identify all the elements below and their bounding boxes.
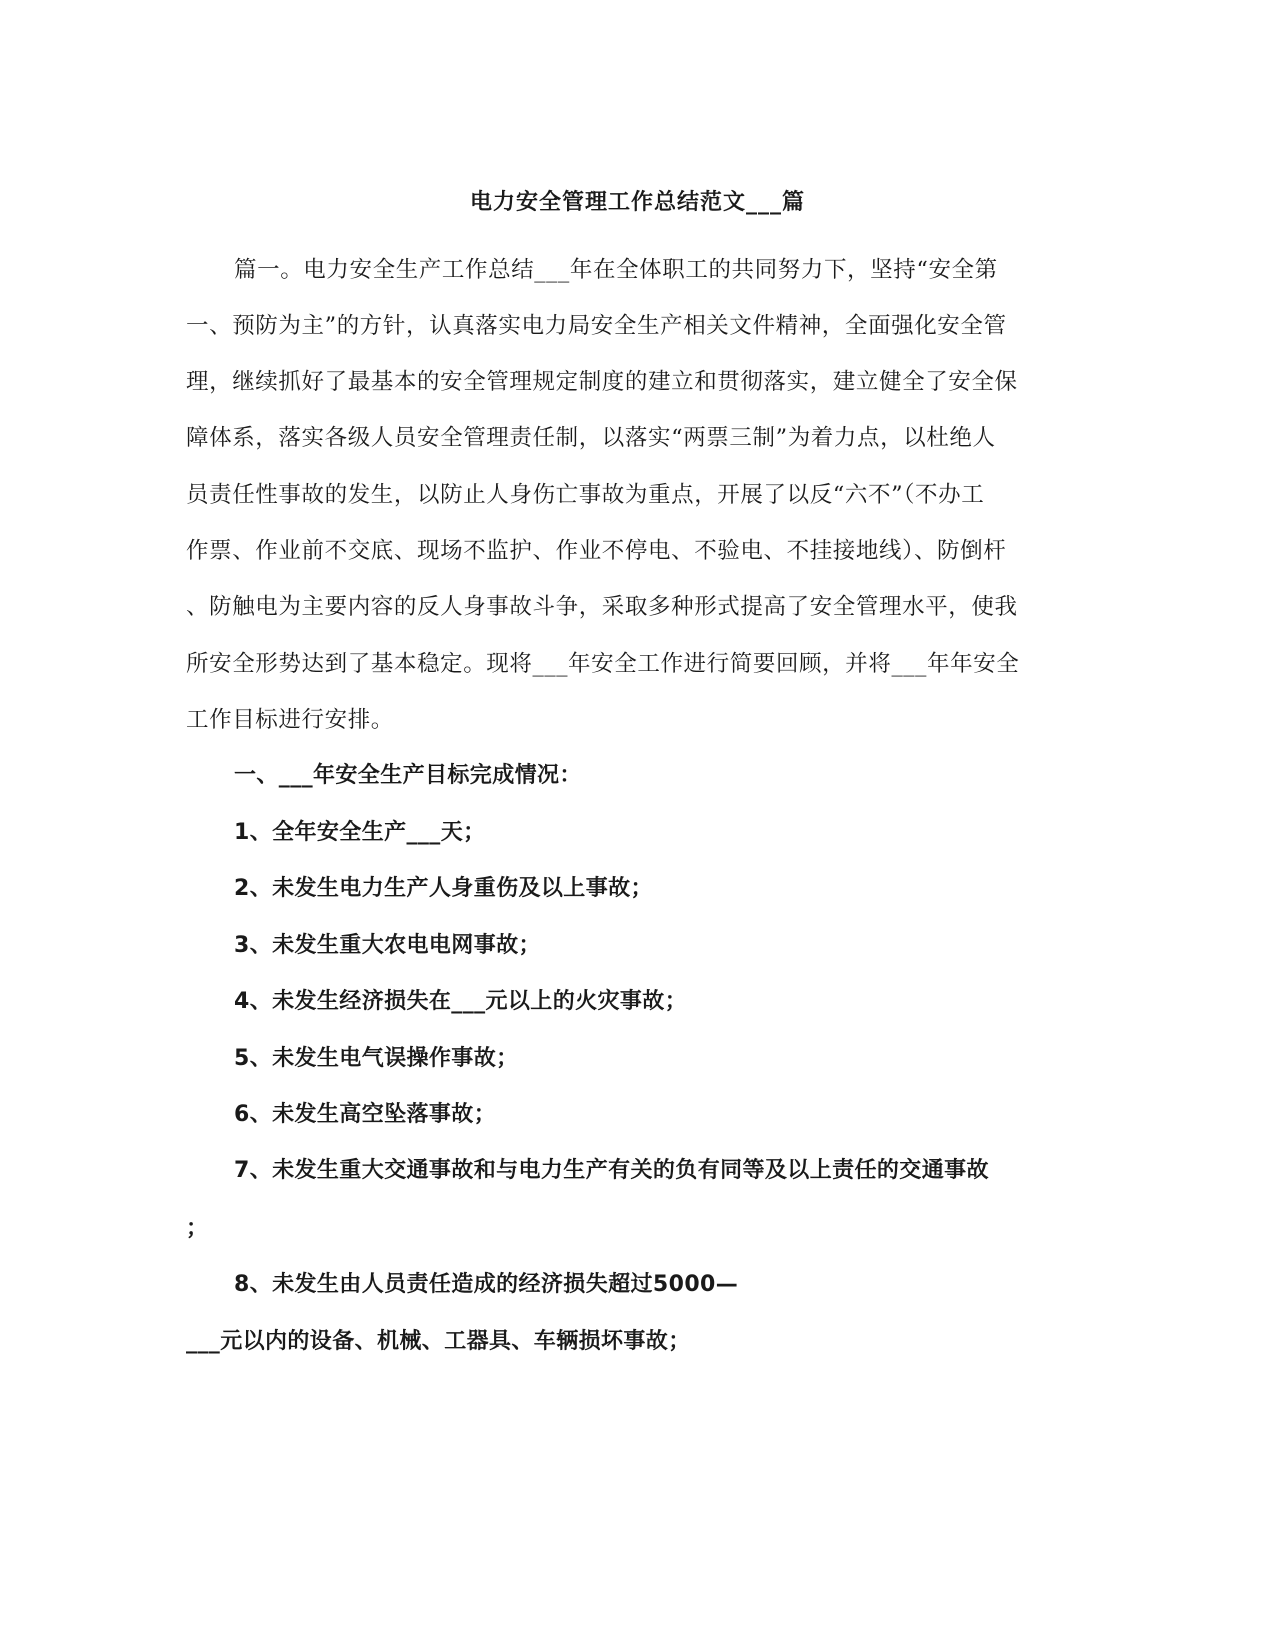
paragraph-line: 、防触电为主要内容的反人身事故斗争，采取多种形式提高了安全管理水平，使我 [186, 594, 1018, 620]
paragraph-line: 篇一。电力安全生产工作总结___年在全体职工的共同努力下，坚持“安全第 [234, 257, 998, 283]
list-item: 8、未发生由人员责任造成的经济损失超过5000— [234, 1272, 739, 1297]
list-item: 6、未发生高空坠落事故； [234, 1102, 497, 1127]
paragraph-line: 一、预防为主”的方针，认真落实电力局安全生产相关文件精神，全面强化安全管 [186, 313, 1007, 339]
list-item-continuation: ； [186, 1216, 209, 1241]
document-title: 电力安全管理工作总结范文___篇 [469, 190, 805, 215]
paragraph-line: 理，继续抓好了最基本的安全管理规定制度的建立和贯彻落实，建立健全了安全保 [186, 369, 1018, 395]
list-item: 1、全年安全生产___天； [234, 820, 486, 845]
section-heading: 一、___年安全生产目标完成情况： [234, 763, 582, 788]
paragraph-line: 员责任性事故的发生，以防止人身伤亡事故为重点，开展了以反“六不”（不办工 [186, 482, 985, 508]
list-item: 7、未发生重大交通事故和与电力生产有关的负有同等及以上责任的交通事故 [234, 1158, 989, 1183]
list-item: 2、未发生电力生产人身重伤及以上事故； [234, 876, 653, 901]
list-item: 4、未发生经济损失在___元以上的火灾事故； [234, 989, 688, 1014]
paragraph-line: 作票、作业前不交底、现场不监护、作业不停电、不验电、不挂接地线）、防倒杆 [186, 538, 1007, 564]
list-item-continuation: ___元以内的设备、机械、工器具、车辆损坏事故； [186, 1329, 691, 1354]
paragraph-line: 障体系，落实各级人员安全管理责任制，以落实“两票三制”为着力点，以杜绝人 [186, 425, 996, 451]
paragraph-line: 工作目标进行安排。 [186, 707, 394, 733]
list-item: 5、未发生电气误操作事故； [234, 1046, 519, 1071]
paragraph-line: 所安全形势达到了基本稳定。现将___年安全工作进行简要回顾，并将___年年安全 [186, 651, 1020, 677]
list-item: 3、未发生重大农电电网事故； [234, 933, 541, 958]
